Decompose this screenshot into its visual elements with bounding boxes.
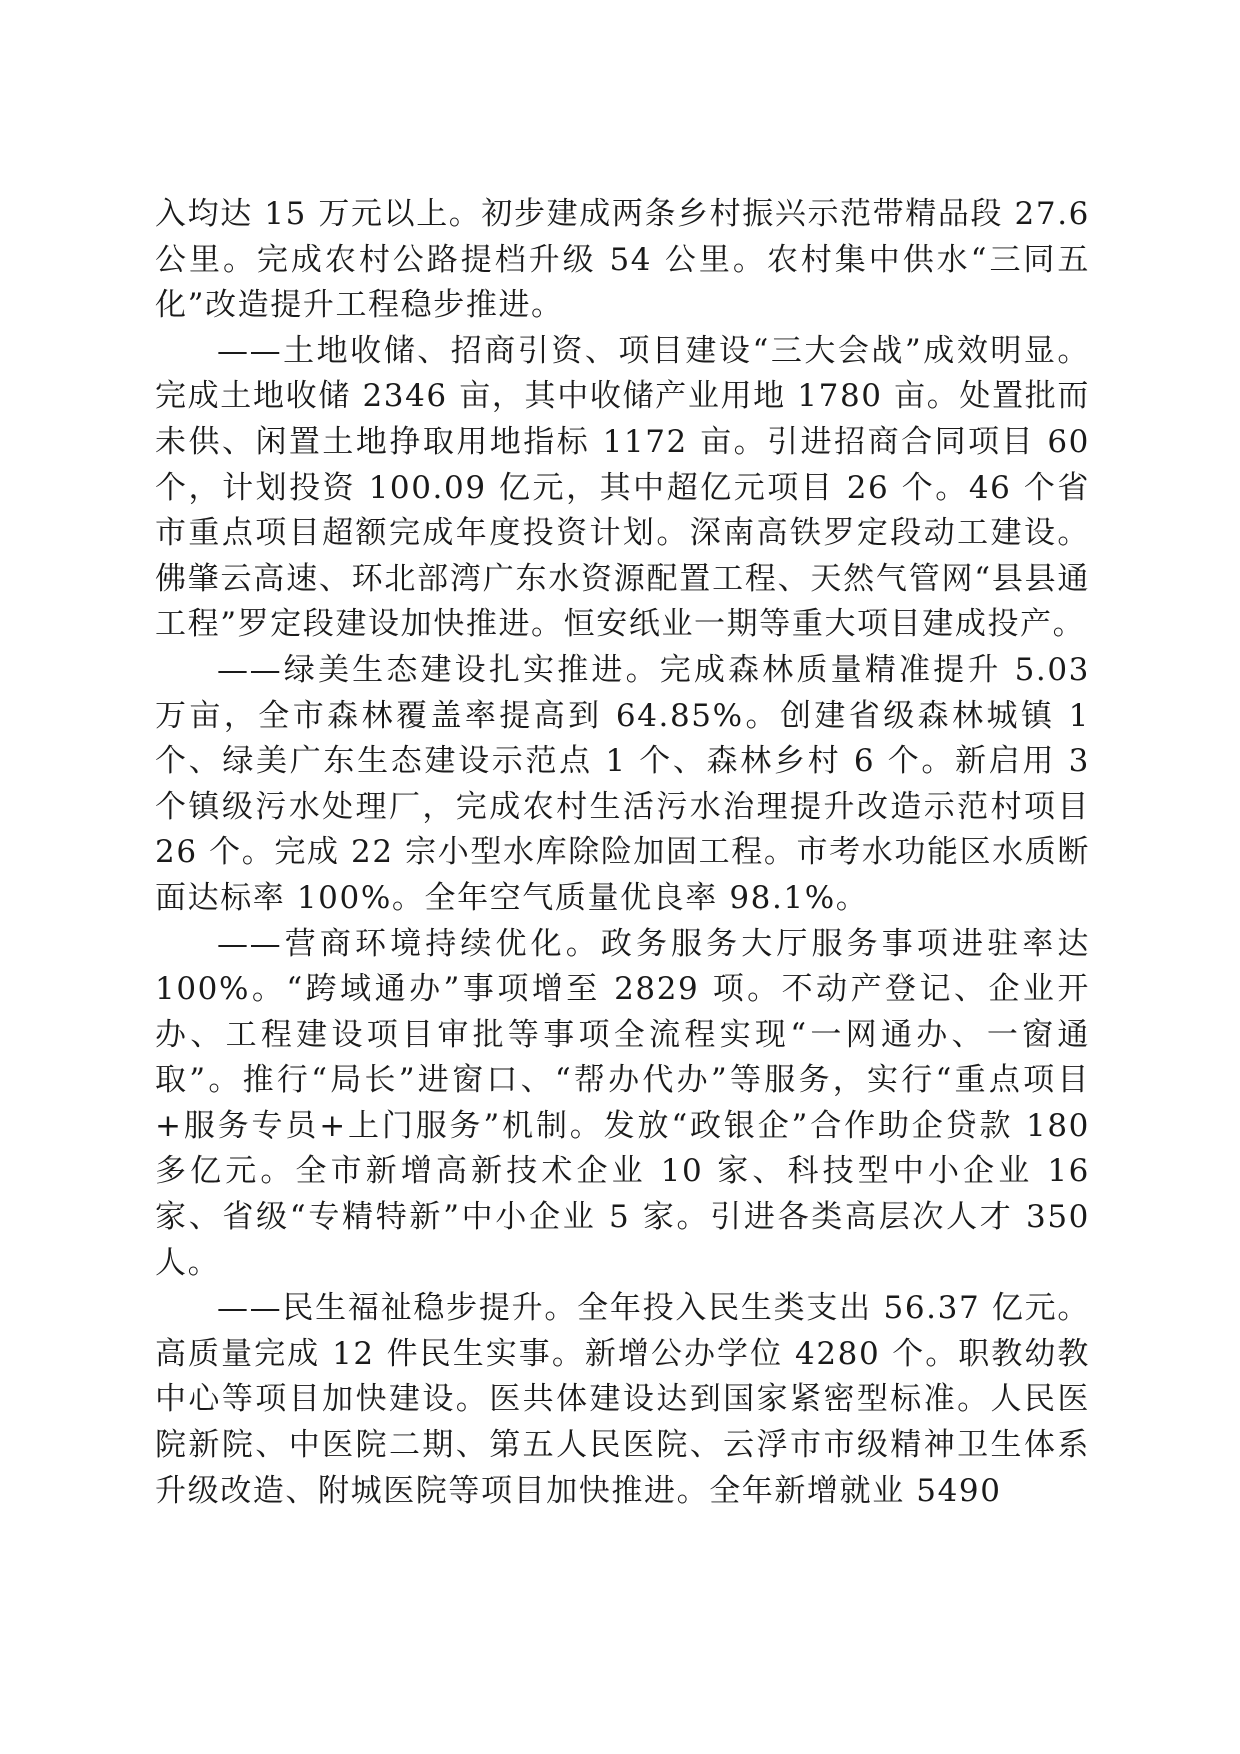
paragraph-land-investment-projects: ——土地收储、招商引资、项目建设“三大会战”成效明显。完成土地收储 2346 亩，其中收储产业用地 1780 亩。处置批而未供、闲置土地挣取用地指标 1172 亩。引进招商合同项目 60 个，计划投资 100.09 亿元，其中超亿元项目 26 个。46 个省市重点项目超额完成年度投资计划。深南高铁罗定段动工建设。佛肇云高速、环北部湾广东水资源配置工程、天然气管网“县县通工程”罗定段建设加快推进。恒安纸业一期等重大项目建成投产。 xyxy=(155,332,1090,643)
paragraph-green-ecology: ——绿美生态建设扎实推进。完成森林质量精准提升 5.03 万亩，全市森林覆盖率提高到 64.85%。创建省级森林城镇 1 个、绿美广东生态建设示范点 1 个、森林乡村 6 个。新启用 3 个镇级污水处理厂，完成农村生活污水治理提升改造示范村项目 26 个。完成 22 宗小型水库除险加固工程。市考水功能区水质断面达标率 100%。全年空气质量优良率 98.1%。 xyxy=(155,651,1090,916)
paragraph-business-environment: ——营商环境持续优化。政务服务大厅服务事项进驻率达 100%。“跨域通办”事项增至 2829 项。不动产登记、企业开办、工程建设项目审批等事项全流程实现“一网通办、一窗通取”。推行“局长”进窗口、“帮办代办”等服务，实行“重点项目+服务专员+上门服务”机制。发放“政银企”合作助企贷款 180 多亿元。全市新增高新技术企业 10 家、科技型中小企业 16 家、省级“专精特新”中小企业 5 家。引进各类高层次人才 350 人。 xyxy=(155,925,1090,1281)
body-text xyxy=(155,192,1090,1514)
paragraph-continuation: 入均达 15 万元以上。初步建成两条乡村振兴示范带精品段 27.6 公里。完成农村公路提档升级 54 公里。农村集中供水“三同五化”改造提升工程稳步推进。 xyxy=(155,196,1090,324)
paragraph-livelihood: ——民生福祉稳步提升。全年投入民生类支出 56.37 亿元。高质量完成 12 件民生实事。新增公办学位 4280 个。职教幼教中心等项目加快建设。医共体建设达到国家紧密型标准。人民医院新院、中医院二期、第五人民医院、云浮市市级精神卫生体系升级改造、附城医院等项目加快推进。全年新增就业 5490 xyxy=(155,1290,1090,1509)
